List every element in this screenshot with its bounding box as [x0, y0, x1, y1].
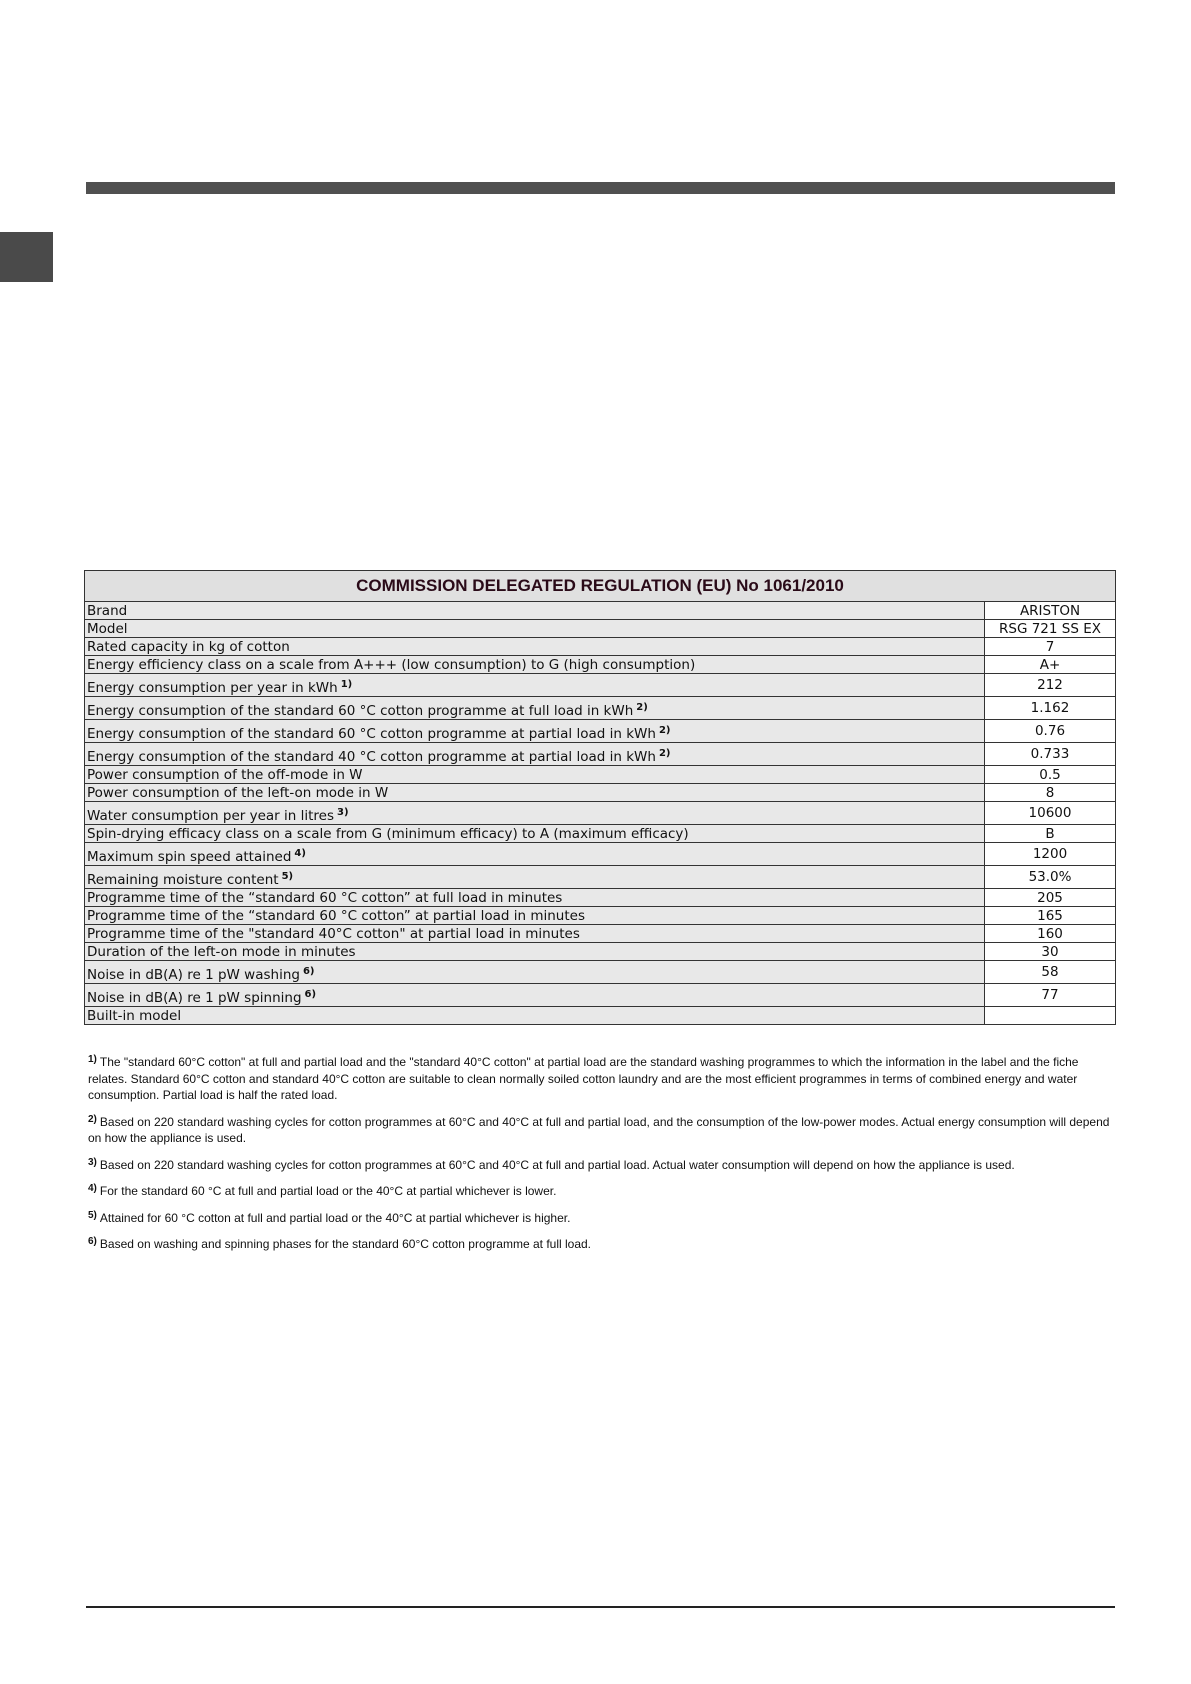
- row-label: Energy consumption of the standard 60 °C cotton programme at partial load in kWh $^{2)}$: [85, 720, 985, 743]
- table-row: [85, 943, 1116, 961]
- footnote-text: Attained for 60 °C cotton at full and partial load or the 40°C at partial whichever is higher.: [99, 1210, 571, 1225]
- footnote-ref: 6): [304, 989, 317, 1000]
- language-side-tab: [0, 232, 53, 282]
- row-value: B: [985, 825, 1116, 843]
- row-label: Noise in dB(A) re 1 pW spinning $^{6)}$: [85, 984, 985, 1007]
- row-label: Brand: [85, 602, 985, 620]
- table-row: [85, 889, 1116, 907]
- table-row: [85, 720, 1116, 743]
- row-value: 58: [985, 961, 1116, 984]
- row-label: Energy efficiency class on a scale from A+++ (low consumption) to G (high consumption): [85, 656, 985, 674]
- row-value: RSG 721 SS EX: [985, 620, 1116, 638]
- row-value: 10600: [985, 802, 1116, 825]
- footnote-text: For the standard 60 °C at full and partial load or the 40°C at partial whichever is lower.: [99, 1184, 557, 1198]
- table-row: [85, 638, 1116, 656]
- row-value: 205: [985, 889, 1116, 907]
- table-row: [85, 843, 1116, 866]
- row-value: 1200: [985, 843, 1116, 866]
- row-label: Power consumption of the left-on mode in W: [85, 784, 985, 802]
- footnote-ref: 2): [636, 702, 648, 713]
- footnote: [88, 1157, 1116, 1174]
- table-row: [85, 825, 1116, 843]
- row-value: ARISTON: [985, 602, 1116, 620]
- footnote-number: 2): [88, 1113, 97, 1125]
- footnote: [88, 1236, 1116, 1253]
- table-row: [85, 674, 1116, 697]
- footnote-ref: 4): [294, 848, 306, 859]
- footnote-number: 6): [88, 1236, 97, 1247]
- footnote-text: Based on washing and spinning phases for the standard 60°C cotton programme at full load.: [99, 1237, 592, 1251]
- footnote-text: Based on 220 standard washing cycles for cotton programmes at 60°C and 40°C at full and partial load. Actual water consumption will depend on how the appliance is used.: [99, 1157, 1015, 1172]
- footnote-ref: 5): [281, 871, 294, 882]
- footnote-number: 4): [88, 1183, 97, 1194]
- row-label: Programme time of the "standard 40°C cotton" at partial load in minutes: [85, 925, 985, 943]
- table-row: [85, 784, 1116, 802]
- table-row: [85, 907, 1116, 925]
- table-row: [85, 656, 1116, 674]
- row-label: Spin-drying efficacy class on a scale from G (minimum efficacy) to A (maximum efficacy): [85, 825, 985, 843]
- row-value: 1.162: [985, 697, 1116, 720]
- row-label: Remaining moisture content $^{5)}$: [85, 866, 985, 889]
- table-row: [85, 802, 1116, 825]
- row-value: 0.733: [985, 743, 1116, 766]
- footnote: [88, 1114, 1116, 1147]
- regulation-table: [84, 570, 1116, 1025]
- row-label: Programme time of the “standard 60 °C cotton” at partial load in minutes: [85, 907, 985, 925]
- footnote-ref: 3): [337, 807, 349, 818]
- table-row: [85, 766, 1116, 784]
- footnote-ref: 1): [340, 679, 353, 690]
- table-row: [85, 866, 1116, 889]
- footnote-ref: 6): [302, 966, 315, 977]
- table-row: [85, 961, 1116, 984]
- row-label: Energy consumption per year in kWh $^{1)}$: [85, 674, 985, 697]
- table-row: [85, 620, 1116, 638]
- footnote-number: 5): [88, 1209, 97, 1221]
- table-title: COMMISSION DELEGATED REGULATION (EU) No 1061/2010: [85, 571, 1116, 602]
- row-value: 212: [985, 674, 1116, 697]
- row-value: 7: [985, 638, 1116, 656]
- footnote-text: The "standard 60°C cotton" at full and partial load and the "standard 40°C cotton" at partial load are the standard washing programmes to which the information in the label and the fiche relates. Standard 60°C cotton and standard 40°C cotton are suitable to clean normally soiled cotton laundry and are the most efficient programmes in terms of combined energy and water consumption. Partial load is half the rated load.: [88, 1055, 1079, 1102]
- row-label: Rated capacity in kg of cotton: [85, 638, 985, 656]
- row-label: Energy consumption of the standard 40 °C cotton programme at partial load in kWh $^{2)}$: [85, 743, 985, 766]
- row-value: [985, 1007, 1116, 1025]
- footnote-number: 1): [88, 1054, 97, 1065]
- row-value: 30: [985, 943, 1116, 961]
- table-row: [85, 925, 1116, 943]
- header-rule: [86, 182, 1115, 194]
- table-row: [85, 743, 1116, 766]
- footnote: [88, 1210, 1116, 1227]
- footnote-ref: 2): [658, 725, 671, 736]
- row-label: Model: [85, 620, 985, 638]
- footnote-ref: 2): [658, 748, 671, 759]
- footnotes: [88, 1054, 1116, 1263]
- row-label: Duration of the left-on mode in minutes: [85, 943, 985, 961]
- table-row: [85, 1007, 1116, 1025]
- row-label: Energy consumption of the standard 60 °C cotton programme at full load in kWh $^{2)}$: [85, 697, 985, 720]
- row-label: Noise in dB(A) re 1 pW washing $^{6)}$: [85, 961, 985, 984]
- row-value: 165: [985, 907, 1116, 925]
- row-label: Built-in model: [85, 1007, 985, 1025]
- row-label: Water consumption per year in litres $^{3)}$: [85, 802, 985, 825]
- table-row: [85, 697, 1116, 720]
- footnote: [88, 1054, 1116, 1104]
- footnote: [88, 1183, 1116, 1200]
- row-value: 160: [985, 925, 1116, 943]
- table-row: [85, 602, 1116, 620]
- table-row: [85, 984, 1116, 1007]
- row-value: 0.5: [985, 766, 1116, 784]
- row-value: 0.76: [985, 720, 1116, 743]
- row-label: Programme time of the “standard 60 °C cotton” at full load in minutes: [85, 889, 985, 907]
- row-label: Power consumption of the off-mode in W: [85, 766, 985, 784]
- footnote-text: Based on 220 standard washing cycles for cotton programmes at 60°C and 40°C at full and partial load, and the consumption of the low-power modes. Actual energy consumption will depend on how the appliance is used.: [88, 1114, 1110, 1145]
- row-value: A+: [985, 656, 1116, 674]
- footnote-number: 3): [88, 1156, 97, 1168]
- row-value: 53.0%: [985, 866, 1116, 889]
- row-label: Maximum spin speed attained $^{4)}$: [85, 843, 985, 866]
- footer-rule: [86, 1606, 1115, 1608]
- row-value: 77: [985, 984, 1116, 1007]
- row-value: 8: [985, 784, 1116, 802]
